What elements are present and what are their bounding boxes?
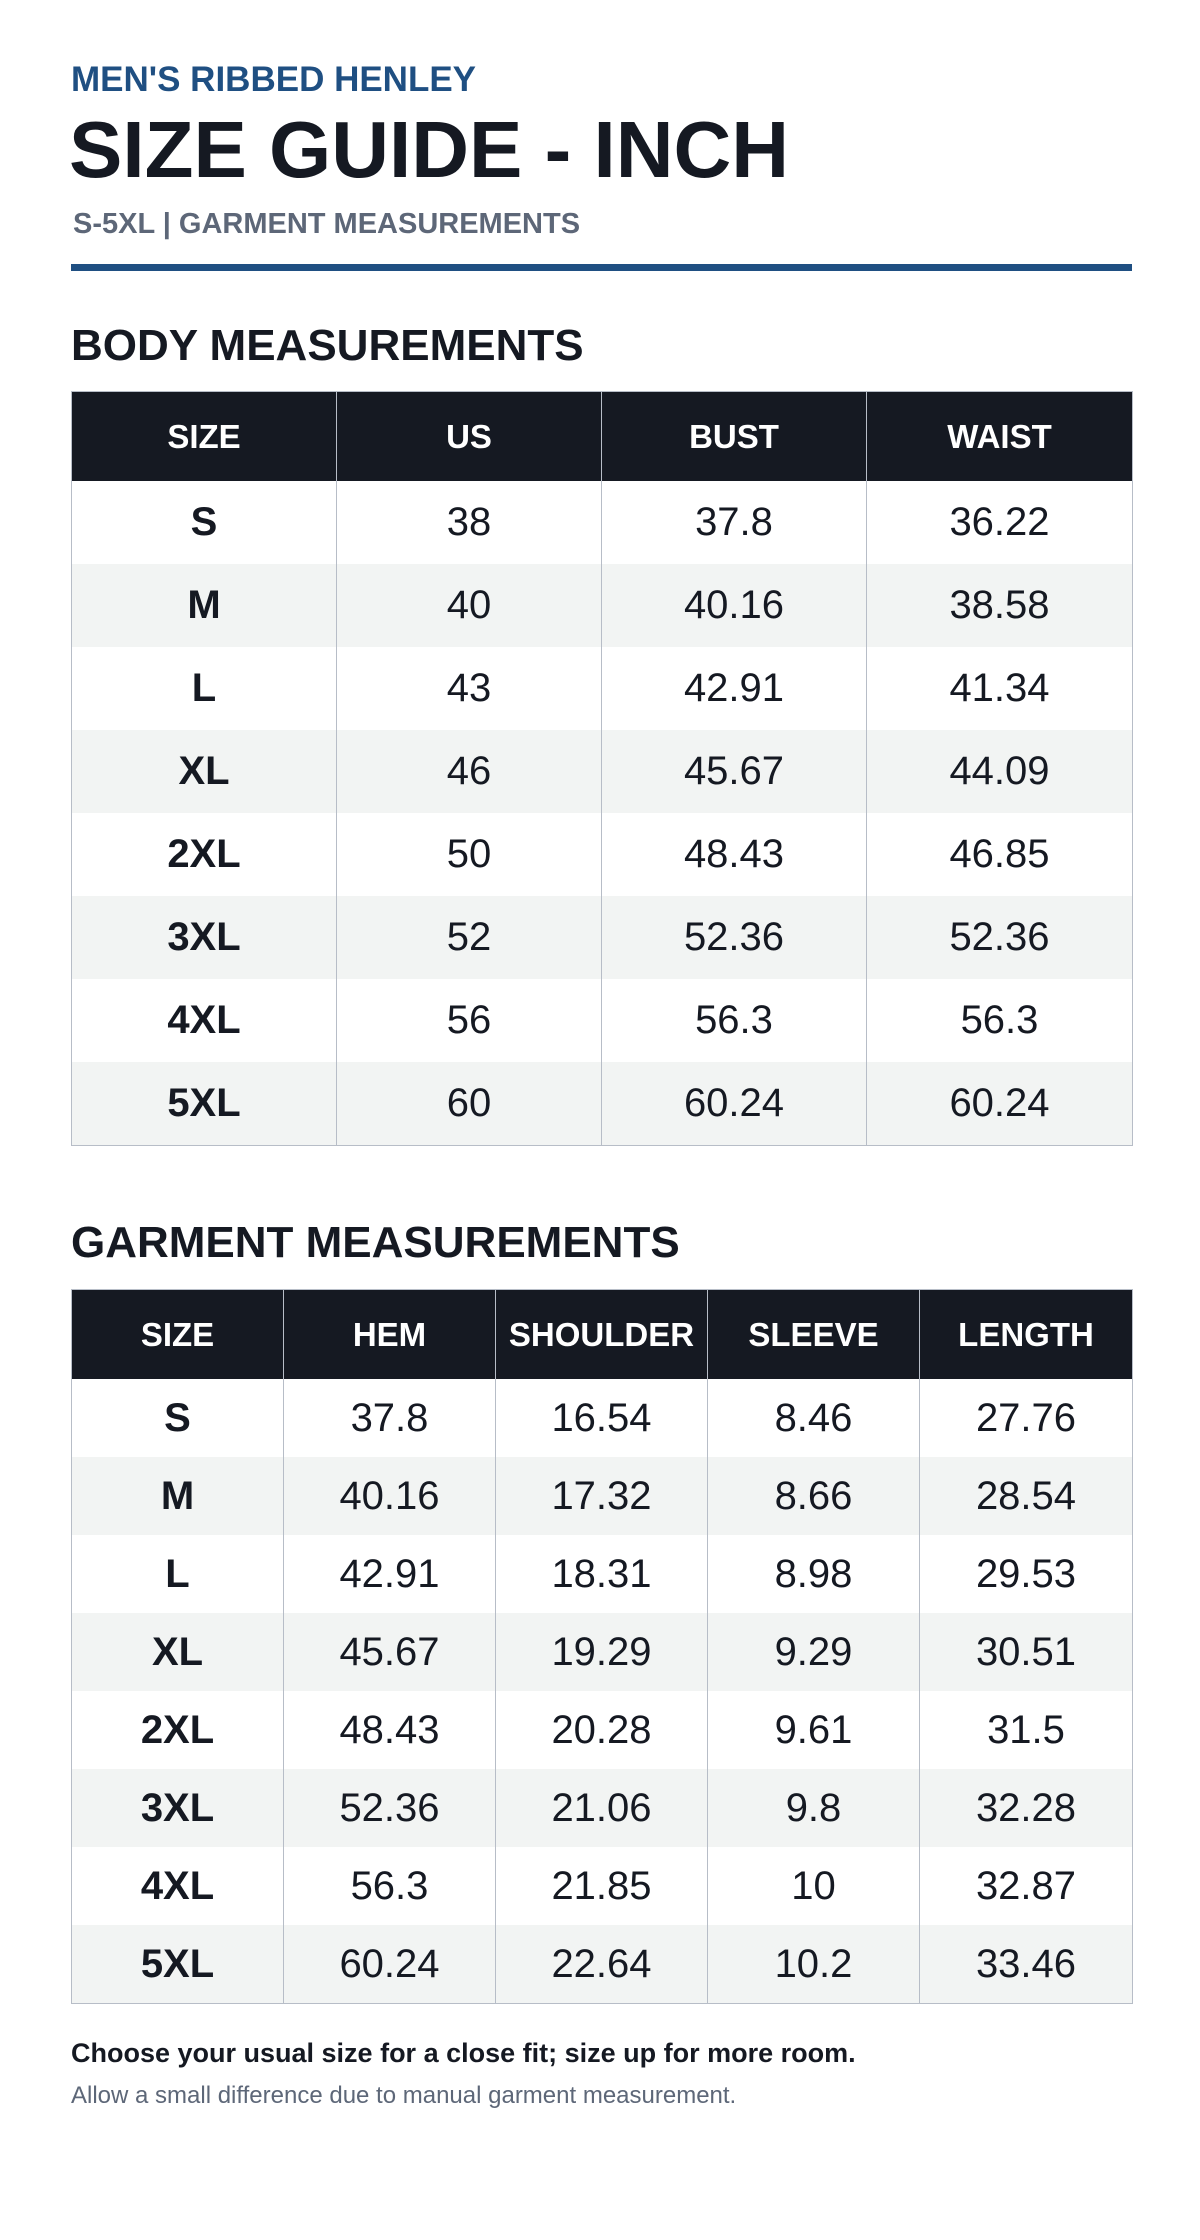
size-cell: 2XL: [140, 1707, 215, 1752]
table-row: [72, 1613, 1133, 1691]
measurement-disclaimer: Allow a small difference due to manual garment measurement.: [71, 2082, 737, 2109]
size-cell: S: [190, 500, 218, 544]
table-cell: 8.66: [708, 1457, 920, 1535]
table-row: [72, 1769, 1133, 1847]
table-cell: 19.29: [496, 1613, 708, 1691]
table-row: [72, 896, 1133, 979]
table-row: [72, 647, 1133, 730]
table-row: [72, 481, 1133, 564]
table-cell: 37.8: [602, 481, 867, 564]
table-cell: 18.31: [496, 1535, 708, 1613]
table-cell: 32.28: [920, 1769, 1133, 1847]
table-cell: 50: [337, 813, 602, 896]
table-cell: 9.61: [708, 1691, 920, 1769]
size-cell: S: [164, 1395, 191, 1440]
table-cell: 36.22: [867, 481, 1133, 564]
table-cell: 52.36: [602, 896, 867, 979]
column-header: WAIST: [867, 392, 1133, 482]
table-row: [72, 1062, 1133, 1146]
table-header-row: [72, 1290, 1133, 1380]
table-row: [72, 1379, 1133, 1457]
column-header: SIZE: [72, 392, 337, 482]
size-cell: 4XL: [167, 998, 241, 1042]
page-subtitle: S-5XL | GARMENT MEASUREMENTS: [73, 208, 581, 240]
table-cell: 33.46: [920, 1925, 1133, 2004]
table-cell: 46.85: [867, 813, 1133, 896]
body-measurements-title: BODY MEASUREMENTS: [71, 321, 584, 370]
column-header: LENGTH: [920, 1290, 1133, 1380]
table-row: [72, 979, 1133, 1062]
table-cell: 52.36: [867, 896, 1133, 979]
size-cell: 5XL: [72, 1925, 284, 2004]
table-cell: 41.34: [867, 647, 1133, 730]
table-cell: 56.3: [602, 979, 867, 1062]
header-divider: [71, 264, 1132, 271]
table-cell: 9.29: [708, 1613, 920, 1691]
table-cell: 37.8: [284, 1379, 496, 1457]
table-cell: 30.51: [920, 1613, 1133, 1691]
table-cell: 52: [337, 896, 602, 979]
table-row: [72, 1535, 1133, 1613]
size-cell: M: [72, 564, 337, 647]
column-header: BUST: [602, 392, 867, 482]
size-cell: L: [165, 1551, 190, 1596]
column-header: SLEEVE: [708, 1290, 920, 1380]
table-cell: 43: [337, 647, 602, 730]
table-cell: 56.3: [867, 979, 1133, 1062]
table-cell: 40.16: [602, 564, 867, 647]
table-row: [72, 1925, 1133, 2004]
size-cell: 3XL: [72, 896, 337, 979]
table-row: [72, 1691, 1133, 1769]
product-name: MEN'S RIBBED HENLEY: [71, 60, 477, 99]
table-cell: 21.06: [496, 1769, 708, 1847]
size-cell: 2XL: [167, 832, 241, 876]
column-header: HEM: [284, 1290, 496, 1380]
column-header: US: [337, 392, 602, 482]
size-cell: XL: [72, 1613, 284, 1691]
table-cell: 8.98: [708, 1535, 920, 1613]
table-cell: 38.58: [867, 564, 1133, 647]
size-cell: L: [191, 666, 217, 710]
table-cell: 48.43: [284, 1691, 496, 1769]
fit-note: Choose your usual size for a close fit; size up for more room.: [71, 2038, 856, 2068]
table-cell: 20.28: [496, 1691, 708, 1769]
table-row: [72, 730, 1133, 813]
table-cell: 60: [337, 1062, 602, 1146]
table-cell: 40.16: [284, 1457, 496, 1535]
garment-measurements-table: [71, 1289, 1133, 2004]
table-cell: 38: [337, 481, 602, 564]
table-cell: 9.8: [708, 1769, 920, 1847]
table-cell: 46: [337, 730, 602, 813]
table-header-row: [72, 392, 1133, 482]
table-cell: 56: [337, 979, 602, 1062]
column-header: SIZE: [72, 1290, 284, 1380]
table-cell: 27.76: [920, 1379, 1133, 1457]
table-cell: 44.09: [867, 730, 1133, 813]
table-cell: 21.85: [496, 1847, 708, 1925]
column-header: SHOULDER: [496, 1290, 708, 1380]
size-cell: 4XL: [140, 1863, 215, 1908]
table-cell: 42.91: [284, 1535, 496, 1613]
garment-measurements-title: GARMENT MEASUREMENTS: [71, 1218, 680, 1267]
table-row: [72, 813, 1133, 896]
size-cell: M: [72, 1457, 284, 1535]
size-cell: 5XL: [72, 1062, 337, 1146]
page-title: SIZE GUIDE - INCH: [69, 105, 790, 194]
table-cell: 17.32: [496, 1457, 708, 1535]
table-cell: 60.24: [284, 1925, 496, 2004]
size-cell: XL: [72, 730, 337, 813]
table-cell: 8.46: [708, 1379, 920, 1457]
table-cell: 22.64: [496, 1925, 708, 2004]
table-cell: 10: [708, 1847, 920, 1925]
table-cell: 29.53: [920, 1535, 1133, 1613]
table-cell: 42.91: [602, 647, 867, 730]
table-cell: 32.87: [920, 1847, 1133, 1925]
table-row: [72, 1457, 1133, 1535]
table-cell: 60.24: [867, 1062, 1133, 1146]
table-cell: 45.67: [284, 1613, 496, 1691]
table-cell: 60.24: [602, 1062, 867, 1146]
table-cell: 40: [337, 564, 602, 647]
table-cell: 10.2: [708, 1925, 920, 2004]
table-cell: 56.3: [284, 1847, 496, 1925]
table-cell: 31.5: [920, 1691, 1133, 1769]
table-cell: 45.67: [602, 730, 867, 813]
table-cell: 16.54: [496, 1379, 708, 1457]
size-cell: 3XL: [72, 1769, 284, 1847]
table-row: [72, 564, 1133, 647]
table-cell: 52.36: [284, 1769, 496, 1847]
table-row: [72, 1847, 1133, 1925]
table-cell: 28.54: [920, 1457, 1133, 1535]
body-measurements-table: [71, 391, 1133, 1146]
table-cell: 48.43: [602, 813, 867, 896]
